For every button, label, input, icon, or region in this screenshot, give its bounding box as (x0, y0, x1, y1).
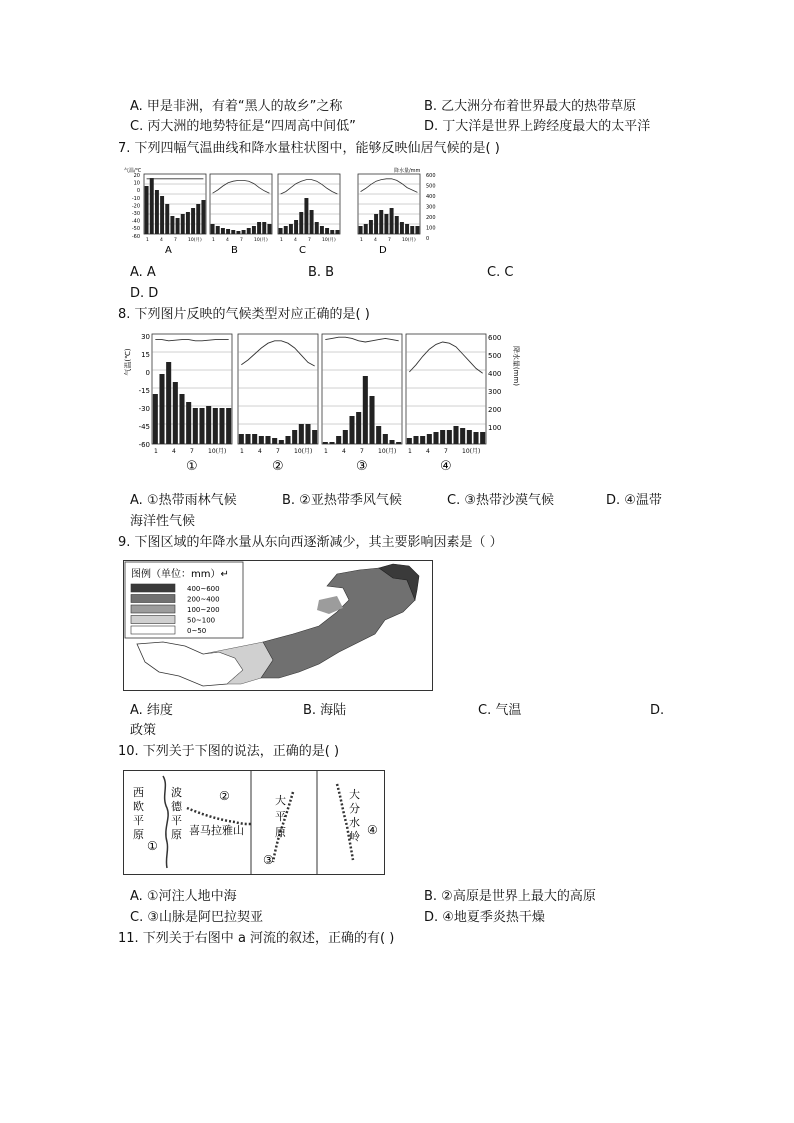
q8-option-d: D. ④温带 (606, 493, 662, 508)
q8-bar (173, 382, 178, 444)
q10-label-char: 平 (275, 810, 286, 823)
q8-bar (193, 408, 198, 444)
q8-bar (179, 394, 184, 444)
q8-month-tick: 7 (360, 448, 364, 455)
q8-bar (265, 436, 270, 444)
q10-label-pacific (275, 793, 286, 839)
q7-option-b: B. B (308, 265, 335, 280)
q10-map-figure (123, 770, 385, 876)
q7-right-tick: 200 (426, 215, 436, 221)
q8-bar (166, 362, 171, 444)
q8-month-tick: 4 (258, 448, 262, 455)
q7-month-tick: 10(月) (254, 238, 268, 243)
q8-bar (383, 434, 388, 444)
q7-bar (294, 220, 298, 234)
q9-option-b: B. 海陆 (303, 703, 347, 718)
q8-bar (467, 430, 472, 444)
q8-bar (252, 434, 257, 444)
q7-bar (369, 220, 373, 234)
q9-option-c: C. 气温 (478, 703, 522, 718)
q8-right-axis-title: 降水量(mm) (512, 345, 520, 387)
q10-label-char: 大 (349, 788, 360, 801)
q6-option-a: A. 甲是非洲，有着“黑人的故乡”之称 (130, 99, 343, 114)
q8-chart-label: ③ (356, 459, 368, 474)
q8-left-axis (139, 333, 150, 449)
q7-left-tick: -20 (131, 203, 140, 210)
q7-option-a: A. A (130, 265, 156, 280)
q8-bar (305, 424, 310, 444)
q7-bar (330, 230, 334, 234)
q7-bar (374, 214, 378, 234)
q7-bar (145, 186, 149, 234)
q7-climate-charts (118, 164, 448, 254)
q7-bar (196, 204, 200, 234)
q10-label-4: ④ (367, 823, 378, 837)
q8-bar (356, 412, 361, 444)
q10-option-d: D. ④地夏季炎热干燥 (424, 910, 545, 925)
q8-left-tick: -45 (138, 423, 150, 431)
q7-month-tick: 1 (360, 238, 363, 243)
q7-bar (400, 222, 404, 234)
q9-legend-swatch (131, 595, 175, 603)
q7-bar (257, 222, 261, 234)
q8-bar (206, 406, 211, 444)
q8-bar (329, 442, 334, 444)
q7-right-tick: 500 (426, 183, 436, 190)
q8-bar (285, 436, 290, 444)
q7-left-tick: -50 (131, 226, 140, 233)
q8-right-tick: 600 (488, 334, 502, 342)
q7-right-axis (426, 173, 436, 242)
q7-left-tick: -60 (131, 233, 140, 240)
q7-right-tick: 100 (426, 225, 436, 232)
q8-bar (440, 430, 445, 444)
q8-bar (312, 430, 317, 444)
q8-bar (226, 408, 231, 444)
q10-question: 10. 下列关于下图的说法，正确的是( ) (118, 744, 340, 759)
q9-option-d-cont: 政策 (130, 723, 157, 738)
q8-option-c: C. ③热带沙漠气候 (447, 493, 554, 508)
q9-legend-swatch (131, 605, 175, 613)
q7-left-tick: 0 (136, 188, 140, 195)
q8-right-tick: 300 (488, 388, 502, 396)
q10-label-char: 水 (349, 816, 360, 829)
q10-label-char: 欧 (133, 800, 144, 813)
q7-bar (395, 216, 399, 234)
q6-option-c: C. 丙大洲的地势特征是“四周高中间低” (130, 119, 356, 134)
q8-left-tick: 15 (141, 351, 150, 359)
q8-bar (323, 442, 328, 444)
q7-month-tick: 4 (374, 238, 377, 243)
q8-bar (413, 436, 418, 444)
q8-chart-frame (406, 334, 486, 444)
q7-bar (160, 196, 164, 234)
q7-bar (304, 198, 308, 234)
q8-chart-3 (322, 334, 402, 474)
q7-month-tick: 4 (294, 238, 297, 243)
q8-month-tick: 10(月) (208, 448, 227, 455)
q7-bar (415, 226, 419, 234)
q7-month-tick: 7 (388, 238, 391, 243)
q10-option-b: B. ②高原是世界上最大的高原 (424, 889, 596, 904)
q9-legend-title: 图例（单位：mm）↵ (131, 569, 229, 580)
q10-label-char: 西 (133, 786, 144, 799)
q9-legend-swatch (131, 626, 175, 634)
q10-option-c: C. ③山脉是阿巴拉契亚 (130, 910, 263, 925)
q7-bar (410, 226, 414, 234)
q7-bar (236, 231, 240, 234)
q10-label-char: 原 (133, 828, 144, 841)
q8-left-tick: -30 (138, 405, 150, 413)
q10-label-west-europe (133, 786, 144, 841)
q8-bar (389, 440, 394, 444)
q7-right-tick: 600 (426, 173, 436, 179)
q9-legend-label: 100~200 (187, 606, 220, 614)
q8-month-tick: 1 (324, 448, 328, 455)
q7-right-axis-title: 降水量/mm (394, 168, 421, 174)
q8-chart-2 (238, 334, 318, 474)
q8-bar (292, 430, 297, 444)
q7-left-axis-title: 气温/℃ (124, 168, 142, 174)
q8-bar (219, 408, 224, 444)
q8-bar (279, 440, 284, 444)
q9-precipitation-map (123, 560, 433, 692)
q8-bar (199, 408, 204, 444)
q7-bar (315, 222, 319, 234)
q9-option-a: A. 纬度 (130, 703, 173, 718)
q11-question: 11. 下列关于右图中 a 河流的叙述，正确的有( ) (118, 931, 395, 946)
q8-option-d-cont: 海洋性气候 (130, 514, 196, 529)
q10-label-char: 岭 (349, 830, 360, 843)
q9-legend-swatch (131, 616, 175, 624)
q8-bar (460, 428, 465, 444)
q8-right-tick: 100 (488, 424, 502, 432)
q8-chart-4 (406, 334, 486, 474)
q7-month-tick: 4 (226, 238, 229, 243)
q7-bar (310, 210, 314, 234)
q10-label-char: 分 (349, 802, 360, 815)
q10-label-1: ① (147, 839, 158, 853)
q7-left-tick: -10 (131, 195, 140, 202)
q8-left-tick: 30 (141, 333, 150, 341)
q7-bar (170, 216, 174, 234)
q7-bar (284, 226, 288, 234)
q7-month-tick: 10(月) (402, 238, 416, 243)
q8-bar (453, 426, 458, 444)
q7-bar (252, 226, 256, 234)
q7-left-tick: -30 (131, 211, 140, 217)
q8-right-axis (488, 334, 501, 432)
q7-option-d: D. D (130, 286, 159, 301)
q7-chart-label: B (231, 245, 238, 254)
q7-bar (155, 190, 159, 234)
q7-chart-4 (358, 174, 420, 254)
q8-left-tick: -60 (138, 441, 150, 449)
q7-bar (165, 204, 169, 234)
q7-bar (335, 230, 339, 234)
q7-left-tick: 20 (133, 173, 140, 179)
q8-month-tick: 1 (240, 448, 244, 455)
q8-bar (336, 436, 341, 444)
q8-bar (447, 430, 452, 444)
q8-bar (259, 436, 264, 444)
q7-bar (242, 230, 246, 234)
q7-right-tick: 300 (426, 204, 436, 211)
q7-month-tick: 1 (146, 238, 149, 243)
q8-option-b: B. ②亚热带季风气候 (282, 493, 402, 508)
q8-option-a: A. ①热带雨林气候 (130, 493, 237, 508)
q10-label-char: 平 (133, 814, 144, 827)
q10-label-char: 原 (171, 828, 182, 841)
q6-option-b: B. 乙大洲分布着世界最大的热带草原 (424, 99, 637, 114)
q8-bar (272, 438, 277, 444)
q8-bar (349, 416, 354, 444)
q8-bar (245, 434, 250, 444)
q8-bar (239, 434, 244, 444)
q8-bar (186, 402, 191, 444)
q7-bar (226, 229, 230, 234)
q7-right-tick: 0 (426, 236, 430, 242)
q8-right-tick: 500 (488, 352, 502, 360)
q7-bar (216, 226, 220, 234)
q8-month-tick: 7 (276, 448, 280, 455)
q7-bar (279, 228, 283, 234)
q9-legend-swatch (131, 584, 175, 592)
q9-question: 9. 下图区域的年降水量从东向西逐渐减少，其主要影响因素是（ ） (118, 535, 503, 550)
q10-label-char: 波 (171, 786, 182, 799)
q7-question: 7. 下列四幅气温曲线和降水量柱状图中，能够反映仙居气候的是( ) (118, 141, 500, 156)
q7-bar (221, 228, 225, 234)
q7-chart-label: D (379, 245, 387, 254)
q10-label-char: 平 (171, 814, 182, 827)
q8-bar (480, 432, 485, 444)
q8-month-tick: 10(月) (294, 448, 313, 455)
q8-chart-label: ① (186, 459, 198, 474)
q7-bar (176, 218, 180, 234)
q8-month-tick: 4 (342, 448, 346, 455)
q8-bar (213, 408, 218, 444)
q9-legend-label: 400~600 (187, 585, 220, 593)
q7-month-tick: 7 (308, 238, 311, 243)
q8-left-axis-title: 气温(℃) (124, 348, 132, 376)
q7-bar (390, 208, 394, 234)
q8-bar (299, 424, 304, 444)
q7-chart-label: C (299, 245, 306, 254)
q8-chart-1 (152, 334, 232, 474)
q8-bar (420, 436, 425, 444)
q8-bar (433, 432, 438, 444)
q7-bar (201, 200, 205, 234)
q7-bar (211, 224, 215, 234)
q7-bar (262, 222, 266, 234)
q7-bar (405, 224, 409, 234)
q7-chart-3 (278, 174, 340, 254)
q10-label-char: 德 (171, 800, 182, 813)
q8-right-tick: 400 (488, 370, 502, 378)
q8-chart-frame (322, 334, 402, 444)
q7-bar (325, 228, 329, 234)
q7-bar (150, 178, 154, 234)
q8-month-tick: 10(月) (378, 448, 397, 455)
q10-option-a: A. ①河注人地中海 (130, 889, 237, 904)
q8-left-tick: 0 (145, 369, 150, 377)
q8-bar (369, 396, 374, 444)
q8-chart-label: ④ (440, 459, 452, 474)
q8-bar (159, 374, 164, 444)
q8-bar (473, 432, 478, 444)
q8-bar (407, 438, 412, 444)
q7-bar (181, 214, 185, 234)
q7-month-tick: 10(月) (322, 238, 336, 243)
q8-bar (153, 394, 158, 444)
q6-option-d: D. 丁大洋是世界上跨经度最大的太平洋 (424, 119, 651, 134)
q7-bar (384, 214, 388, 234)
q7-chart-label: A (165, 245, 172, 254)
q8-climate-charts (122, 330, 522, 485)
q7-chart-1 (144, 174, 206, 254)
q7-option-c: C. C (487, 265, 514, 280)
q7-month-tick: 1 (280, 238, 283, 243)
q10-label-char: 原 (275, 826, 286, 839)
q8-month-tick: 4 (172, 448, 176, 455)
q8-chart-label: ② (272, 459, 284, 474)
q7-bar (320, 226, 324, 234)
q7-bar (364, 224, 368, 234)
q9-legend-label: 0~50 (187, 627, 207, 635)
q8-bar (376, 426, 381, 444)
q8-month-tick: 10(月) (462, 448, 481, 455)
q9-option-d: D. (650, 703, 665, 718)
q8-month-tick: 4 (426, 448, 430, 455)
q7-left-tick: -40 (131, 218, 140, 225)
q7-bar (379, 210, 383, 234)
q7-left-axis (132, 173, 140, 240)
q8-month-tick: 7 (190, 448, 194, 455)
q7-month-tick: 7 (174, 238, 177, 243)
q9-legend-label: 200~400 (187, 595, 220, 604)
q7-bar (299, 212, 303, 234)
q7-month-tick: 4 (160, 238, 163, 243)
q8-month-tick: 1 (408, 448, 412, 455)
q7-chart-2 (210, 174, 272, 254)
q8-left-tick: -15 (138, 387, 150, 395)
q10-label-3: ③ (263, 853, 274, 867)
q9-legend-label: 50~100 (187, 616, 216, 625)
q7-month-tick: 10(月) (188, 238, 202, 243)
q7-bar (231, 230, 235, 234)
q7-left-tick: 10 (133, 180, 140, 187)
q8-month-tick: 1 (154, 448, 158, 455)
q7-bar (267, 224, 271, 234)
q10-label-himalaya: 喜马拉雅山 (189, 824, 244, 837)
q7-right-tick: 400 (426, 194, 436, 200)
q10-label-char: 大 (275, 794, 286, 807)
q8-bar (343, 430, 348, 444)
q7-bar (247, 228, 251, 234)
q10-label-2: ② (219, 789, 230, 803)
q7-bar (289, 224, 293, 234)
q7-bar (191, 208, 195, 234)
q8-bar (363, 376, 368, 444)
q7-bar (186, 212, 190, 234)
q7-month-tick: 1 (212, 238, 215, 243)
q7-month-tick: 7 (240, 238, 243, 243)
q8-bar (396, 442, 401, 444)
q7-bar (359, 226, 363, 234)
q8-right-tick: 200 (488, 406, 502, 414)
q8-month-tick: 7 (444, 448, 448, 455)
q8-question: 8. 下列图片反映的气候类型对应正确的是( ) (118, 307, 370, 322)
q8-bar (427, 434, 432, 444)
